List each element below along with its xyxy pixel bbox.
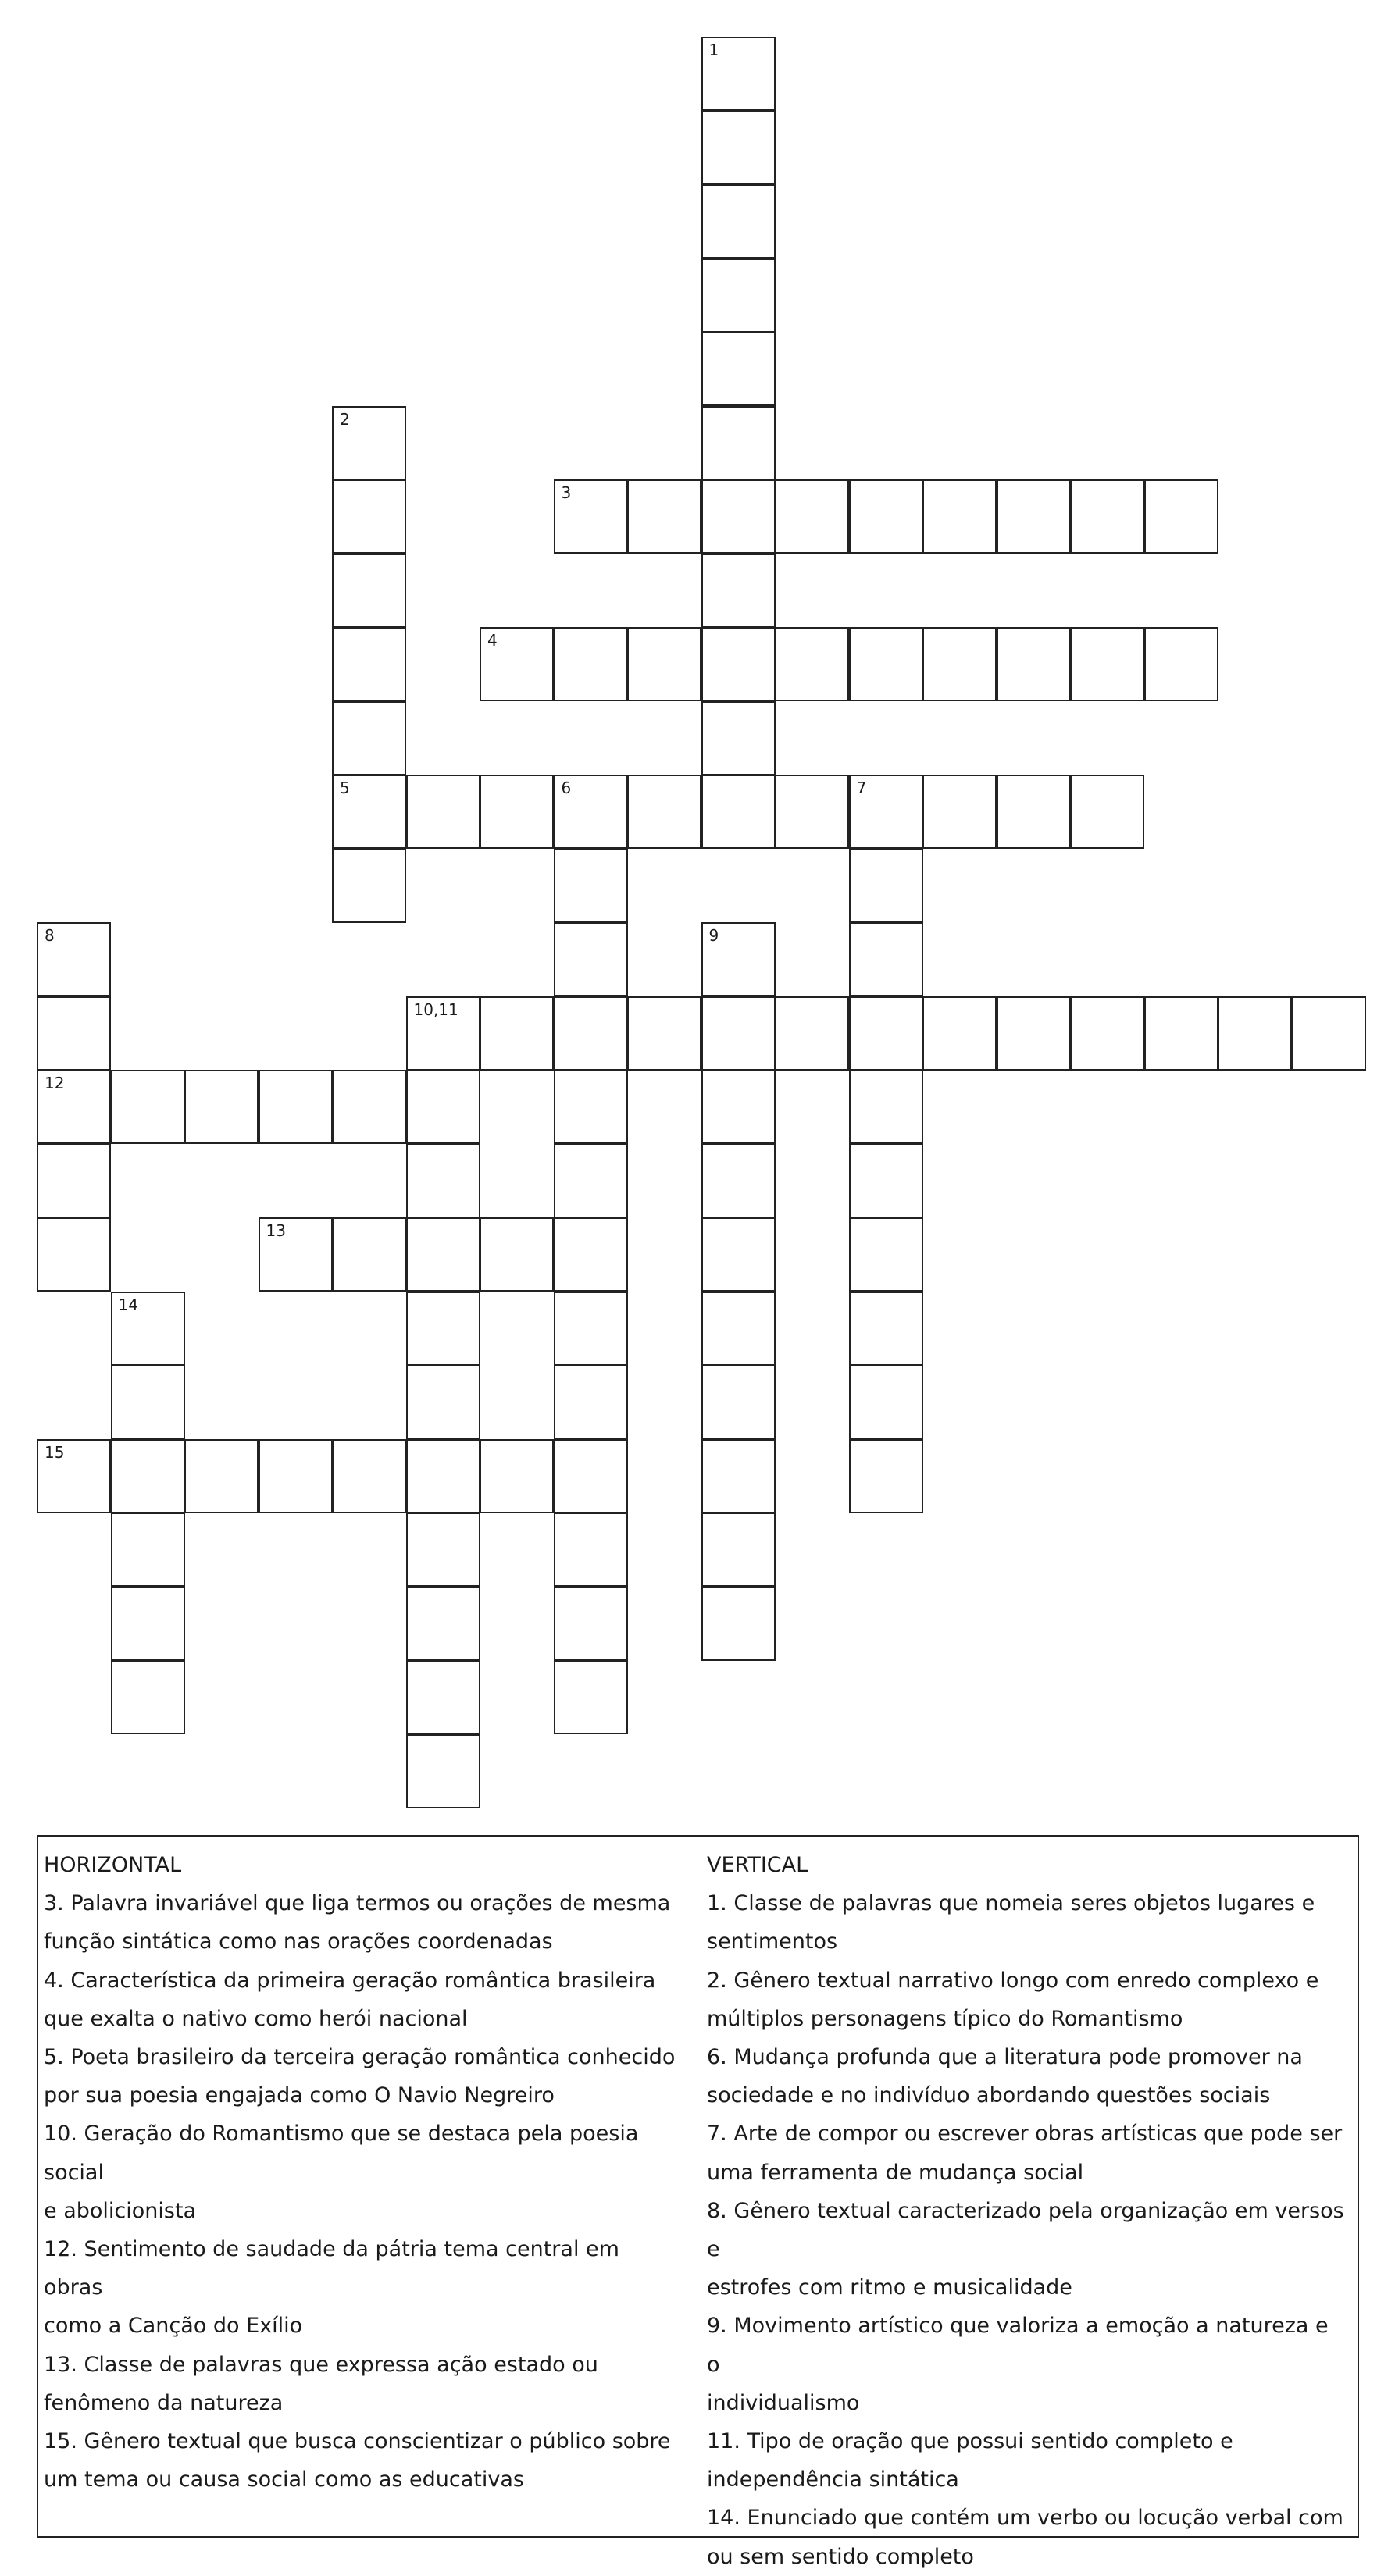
clue-line: 6. Mudança profunda que a literatura pode promover na (707, 2045, 1303, 2070)
clue-line: que exalta o nativo como herói nacional (44, 2006, 468, 2031)
crossword-cell[interactable] (1292, 996, 1366, 1071)
crossword-cell[interactable] (406, 775, 480, 849)
clue-line: ou sem sentido completo (707, 2544, 974, 2569)
crossword-cell[interactable] (701, 406, 776, 480)
clue-line: e abolicionista (44, 2198, 197, 2223)
crossword-cell[interactable] (775, 627, 849, 701)
crossword-cell[interactable] (849, 922, 923, 996)
clue-line: 15. Gênero textual que busca conscientizar o público sobre (44, 2429, 671, 2454)
crossword-cell[interactable] (554, 1439, 628, 1513)
clue-number: 13 (266, 1221, 286, 1240)
clue-number: 1 (708, 41, 719, 59)
crossword-cell[interactable] (701, 775, 776, 849)
crossword-cell[interactable] (849, 1292, 923, 1366)
horizontal-clue (44, 2422, 684, 2499)
crossword-cell[interactable] (701, 479, 776, 554)
crossword-cell[interactable] (701, 1587, 776, 1661)
crossword-cell[interactable] (701, 258, 776, 333)
crossword-cell[interactable] (849, 775, 923, 849)
crossword-cell[interactable] (1218, 996, 1292, 1071)
crossword-cell[interactable] (1144, 996, 1218, 1071)
crossword-cell[interactable] (184, 1439, 259, 1513)
clue-line: 14. Enunciado que contém um verbo ou locução verbal com (707, 2506, 1343, 2531)
vertical-clues-column (707, 1846, 1347, 2576)
crossword-cell[interactable] (406, 1439, 480, 1513)
crossword-cell[interactable] (480, 1217, 554, 1292)
crossword-cell[interactable] (480, 627, 554, 701)
crossword-cell[interactable] (111, 1070, 185, 1144)
crossword-cell[interactable] (1070, 775, 1144, 849)
crossword-cell[interactable] (775, 479, 849, 554)
clue-number: 5 (340, 779, 350, 797)
crossword-cell[interactable] (37, 996, 111, 1071)
clue-line: fenômeno da natureza (44, 2390, 284, 2415)
crossword-cell[interactable] (627, 627, 701, 701)
crossword-cell[interactable] (406, 1070, 480, 1144)
crossword-cell[interactable] (922, 627, 997, 701)
clue-line: 5. Poeta brasileiro da terceira geração romântica conhecido (44, 2045, 676, 2070)
clue-number: 8 (45, 926, 55, 945)
clue-line: 9. Movimento artístico que valoriza a emoção a natureza e o (707, 2314, 1329, 2377)
crossword-cell[interactable] (406, 1512, 480, 1587)
horizontal-clue (44, 2115, 684, 2230)
crossword-cell[interactable] (406, 1217, 480, 1292)
crossword-cell[interactable] (554, 1292, 628, 1366)
crossword-cell[interactable] (259, 1070, 333, 1144)
crossword-cell[interactable] (37, 1070, 111, 1144)
horizontal-clue (44, 2230, 684, 2346)
crossword-cell[interactable] (922, 775, 997, 849)
crossword-cell[interactable] (701, 1217, 776, 1292)
crossword-cell[interactable] (480, 775, 554, 849)
crossword-cell[interactable] (332, 406, 406, 480)
crossword-cell[interactable] (554, 1587, 628, 1661)
clue-line: 7. Arte de compor ou escrever obras artísticas que pode ser (707, 2122, 1343, 2147)
crossword-cell[interactable] (701, 627, 776, 701)
clue-line: por sua poesia engajada como O Navio Negreiro (44, 2083, 555, 2108)
crossword-cell[interactable] (332, 554, 406, 628)
crossword-cell[interactable] (554, 1217, 628, 1292)
crossword-cell[interactable] (849, 1217, 923, 1292)
clue-line: função sintática como nas orações coordenadas (44, 1929, 553, 1954)
crossword-cell[interactable] (332, 627, 406, 701)
crossword-cell[interactable] (259, 1217, 333, 1292)
vertical-clue (707, 2192, 1347, 2307)
crossword-cell[interactable] (406, 996, 480, 1071)
crossword-cell[interactable] (332, 479, 406, 554)
crossword-cell[interactable] (332, 1439, 406, 1513)
crossword-cell[interactable] (997, 627, 1071, 701)
crossword-cell[interactable] (997, 775, 1071, 849)
clue-line: 12. Sentimento de saudade da pátria tema central em obras (44, 2237, 619, 2300)
clue-line: independência sintática (707, 2467, 959, 2492)
crossword-cell[interactable] (849, 479, 923, 554)
clue-line: estrofes com ritmo e musicalidade (707, 2275, 1072, 2300)
crossword-cell[interactable] (184, 1070, 259, 1144)
clue-line: 8. Gênero textual caracterizado pela organização em versos e (707, 2198, 1344, 2262)
horizontal-clue (44, 2346, 684, 2422)
crossword-cell[interactable] (554, 1512, 628, 1587)
crossword-cell[interactable] (849, 1144, 923, 1218)
crossword-cell[interactable] (406, 1660, 480, 1734)
crossword-cell[interactable] (332, 1217, 406, 1292)
crossword-cell[interactable] (37, 922, 111, 996)
clue-number: 4 (487, 631, 498, 650)
crossword-cell[interactable] (701, 332, 776, 406)
clue-number: 15 (45, 1442, 65, 1462)
crossword-cell[interactable] (1070, 479, 1144, 554)
clue-number: 2 (340, 409, 350, 429)
clue-line: 4. Característica da primeira geração romântica brasileira (44, 1968, 656, 1993)
crossword-cell[interactable] (554, 996, 628, 1071)
crossword-cell[interactable] (775, 996, 849, 1071)
vertical-heading: VERTICAL (707, 1853, 808, 1877)
crossword-cell[interactable] (332, 775, 406, 849)
crossword-cell[interactable] (406, 1144, 480, 1218)
vertical-clue (707, 2038, 1347, 2115)
crossword-cell[interactable] (554, 479, 628, 554)
clue-line: uma ferramenta de mudança social (707, 2160, 1084, 2185)
clue-number: 12 (45, 1074, 65, 1092)
crossword-cell[interactable] (1070, 996, 1144, 1071)
crossword-cell[interactable] (259, 1439, 333, 1513)
horizontal-clue (44, 1884, 684, 1961)
crossword-cell[interactable] (701, 554, 776, 628)
crossword-cell[interactable] (111, 1439, 185, 1513)
crossword-cell[interactable] (701, 111, 776, 185)
crossword-cell[interactable] (554, 627, 628, 701)
crossword-cell[interactable] (627, 479, 701, 554)
clue-line: 2. Gênero textual narrativo longo com enredo complexo e (707, 1968, 1319, 1993)
crossword-cell[interactable] (554, 849, 628, 923)
crossword-cell[interactable] (332, 1070, 406, 1144)
crossword-cell[interactable] (701, 1365, 776, 1439)
crossword-cell[interactable] (1144, 627, 1218, 701)
crossword-cell[interactable] (480, 996, 554, 1071)
crossword-cell[interactable] (849, 849, 923, 923)
crossword-cell[interactable] (849, 996, 923, 1071)
clue-number: 3 (561, 483, 572, 502)
crossword-cell[interactable] (37, 1144, 111, 1218)
crossword-cell[interactable] (554, 1144, 628, 1218)
crossword-cell[interactable] (849, 1439, 923, 1513)
clue-line: sentimentos (707, 1929, 838, 1954)
crossword-cell[interactable] (554, 775, 628, 849)
crossword-cell[interactable] (406, 1734, 480, 1808)
crossword-cell[interactable] (701, 996, 776, 1071)
crossword-cell[interactable] (554, 1660, 628, 1734)
crossword-cell[interactable] (849, 1365, 923, 1439)
crossword-cell[interactable] (111, 1660, 185, 1734)
horizontal-clue (44, 1961, 684, 2038)
crossword-cell[interactable] (332, 701, 406, 775)
crossword-cell[interactable] (37, 1217, 111, 1292)
clue-number: 9 (708, 926, 719, 945)
horizontal-clue (44, 2038, 684, 2115)
crossword-cell[interactable] (111, 1512, 185, 1587)
crossword-cell[interactable] (701, 922, 776, 996)
crossword-cell[interactable] (627, 996, 701, 1071)
crossword-cell[interactable] (701, 701, 776, 775)
crossword-cell[interactable] (922, 996, 997, 1071)
vertical-clue (707, 1884, 1347, 1961)
crossword-cell[interactable] (554, 1365, 628, 1439)
clue-number: 14 (118, 1295, 138, 1314)
crossword-cell[interactable] (406, 1292, 480, 1366)
crossword-cell[interactable] (111, 1365, 185, 1439)
clue-line: 3. Palavra invariável que liga termos ou orações de mesma (44, 1891, 671, 1916)
horizontal-clues-column (44, 1846, 684, 2499)
clue-line: um tema ou causa social como as educativas (44, 2467, 524, 2492)
clue-line: 11. Tipo de oração que possui sentido completo e (707, 2429, 1233, 2454)
crossword-cell[interactable] (997, 996, 1071, 1071)
clue-line: múltiplos personagens típico do Romantismo (707, 2006, 1183, 2031)
clue-number: 6 (561, 779, 572, 797)
crossword-cell[interactable] (332, 849, 406, 923)
clue-line: individualismo (707, 2390, 860, 2415)
crossword-cell[interactable] (701, 184, 776, 258)
horizontal-heading: HORIZONTAL (44, 1853, 182, 1877)
crossword-cell[interactable] (1144, 479, 1218, 554)
crossword-cell[interactable] (701, 1144, 776, 1218)
vertical-clue (707, 2499, 1347, 2575)
clue-line: sociedade e no indivíduo abordando questões sociais (707, 2083, 1271, 2108)
crossword-cell[interactable] (701, 1292, 776, 1366)
clues-box (37, 1835, 1359, 2569)
crossword-cell[interactable] (997, 479, 1071, 554)
clue-line: 10. Geração do Romantismo que se destaca pela poesia social (44, 2122, 639, 2185)
vertical-clue (707, 1961, 1347, 2038)
crossword-cell[interactable] (922, 479, 997, 554)
crossword-cell[interactable] (406, 1587, 480, 1661)
clue-number: 10,11 (413, 999, 458, 1019)
crossword-cell[interactable] (406, 1365, 480, 1439)
crossword-cell[interactable] (627, 775, 701, 849)
vertical-clue (707, 2307, 1347, 2422)
vertical-clue (707, 2115, 1347, 2191)
clue-line: 1. Classe de palavras que nomeia seres objetos lugares e (707, 1891, 1315, 1916)
crossword-cell[interactable] (849, 1070, 923, 1144)
clue-line: 13. Classe de palavras que expressa ação estado ou (44, 2352, 598, 2377)
crossword-cell[interactable] (701, 1070, 776, 1144)
crossword-cell[interactable] (701, 1439, 776, 1513)
crossword-cell[interactable] (111, 1587, 185, 1661)
crossword-cell[interactable] (1070, 627, 1144, 701)
crossword-cell[interactable] (480, 1439, 554, 1513)
crossword-cell[interactable] (554, 922, 628, 996)
crossword-cell[interactable] (849, 627, 923, 701)
clue-line: como a Canção do Exílio (44, 2314, 303, 2339)
crossword-cell[interactable] (554, 1070, 628, 1144)
crossword-cell[interactable] (111, 1292, 185, 1366)
clue-number: 7 (856, 779, 867, 797)
crossword-cell[interactable] (701, 37, 776, 111)
crossword-cell[interactable] (37, 1439, 111, 1513)
vertical-clue (707, 2422, 1347, 2499)
crossword-cell[interactable] (701, 1512, 776, 1587)
crossword-cell[interactable] (775, 775, 849, 849)
